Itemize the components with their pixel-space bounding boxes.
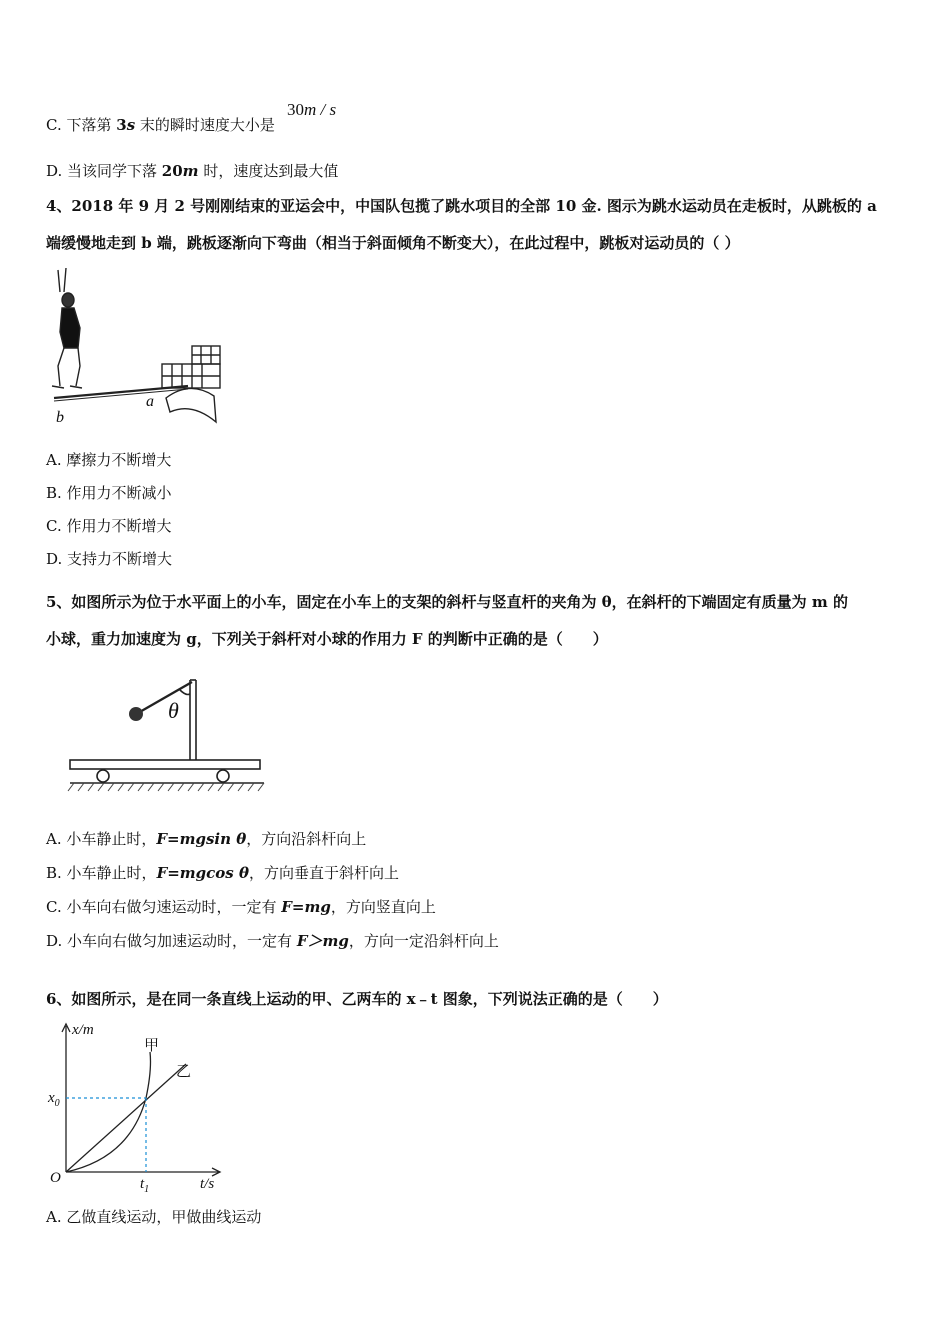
xt-graph [40, 1018, 235, 1198]
q3-option-d: D. 当该同学下落 20m 时，速度达到最大值 [46, 162, 339, 180]
q5-stem-line2: 小球，重力加速度为 g，下列关于斜杆对小球的作用力 F 的判断中正确的是（ ） [46, 630, 608, 648]
q4-stem-line1: 4、2018 年 9 月 2 号刚刚结束的亚运会中，中国队包揽了跳水项目的全部 10 金. 图示为跳水运动员在走板时，从跳板的 a [46, 197, 877, 215]
q4-option-b: B. 作用力不断减小 [46, 484, 172, 502]
label-b: b [56, 409, 64, 426]
wheel-left [97, 770, 109, 782]
cart-figure [66, 672, 271, 798]
q6-stem: 6、如图所示，是在同一条直线上运动的甲、乙两车的 x﹣t 图象，下列说法正确的是（ ） [46, 990, 668, 1008]
q5-option-a: A. 小车静止时，F=mgsin θ，方向沿斜杆向上 [46, 830, 367, 848]
q3-speed-value: 30m / s [287, 100, 337, 119]
ball [129, 707, 143, 721]
y-axis-label: x/m [72, 1022, 94, 1038]
q4-stem-line2: 端缓慢地走到 b 端，跳板逐渐向下弯曲（相当于斜面倾角不断变大），在此过程中，跳板对运动员的（ ） [46, 234, 740, 252]
x-axis-label: t/s [200, 1176, 215, 1192]
q3-option-c: C. 下落第 3s 末的瞬时速度大小是 [46, 116, 275, 134]
q5-option-b: B. 小车静止时，F=mgcos θ，方向垂直于斜杆向上 [46, 864, 399, 882]
q4-option-c: C. 作用力不断增大 [46, 517, 172, 535]
line-yi [66, 1064, 186, 1172]
curve-jia [66, 1052, 151, 1172]
x0-label: $x_0$ [48, 1090, 60, 1109]
q5-option-c: C. 小车向右做匀速运动时，一定有 F=mg，方向竖直向上 [46, 898, 436, 916]
label-a: a [146, 393, 154, 410]
diver-legs [58, 348, 80, 386]
q5-stem-line1: 5、如图所示为位于水平面上的小车，固定在小车上的支架的斜杆与竖直杆的夹角为 θ，在斜杆的下端固定有质量为 m 的 [46, 593, 848, 611]
q4-option-a: A. 摩擦力不断增大 [46, 451, 172, 469]
cart-body [70, 760, 260, 769]
wheel-right [217, 770, 229, 782]
diving-board-figure [40, 262, 230, 430]
angle-arc [180, 690, 190, 695]
yi-label: 乙 [176, 1064, 192, 1080]
slant-rod [138, 682, 192, 713]
q5-option-d: D. 小车向右做匀加速运动时，一定有 F＞mg，方向一定沿斜杆向上 [46, 932, 499, 950]
origin-label: O [50, 1170, 61, 1186]
q6-option-a: A. 乙做直线运动，甲做曲线运动 [46, 1208, 262, 1226]
t1-label: $t_1$ [140, 1176, 150, 1195]
q4-option-d: D. 支持力不断增大 [46, 550, 173, 568]
diver-body [60, 308, 80, 348]
diver-head [62, 293, 74, 307]
theta-label: θ [168, 698, 179, 723]
diver-arms [58, 268, 66, 292]
fulcrum [166, 388, 216, 422]
jia-label: 甲 [144, 1038, 160, 1054]
